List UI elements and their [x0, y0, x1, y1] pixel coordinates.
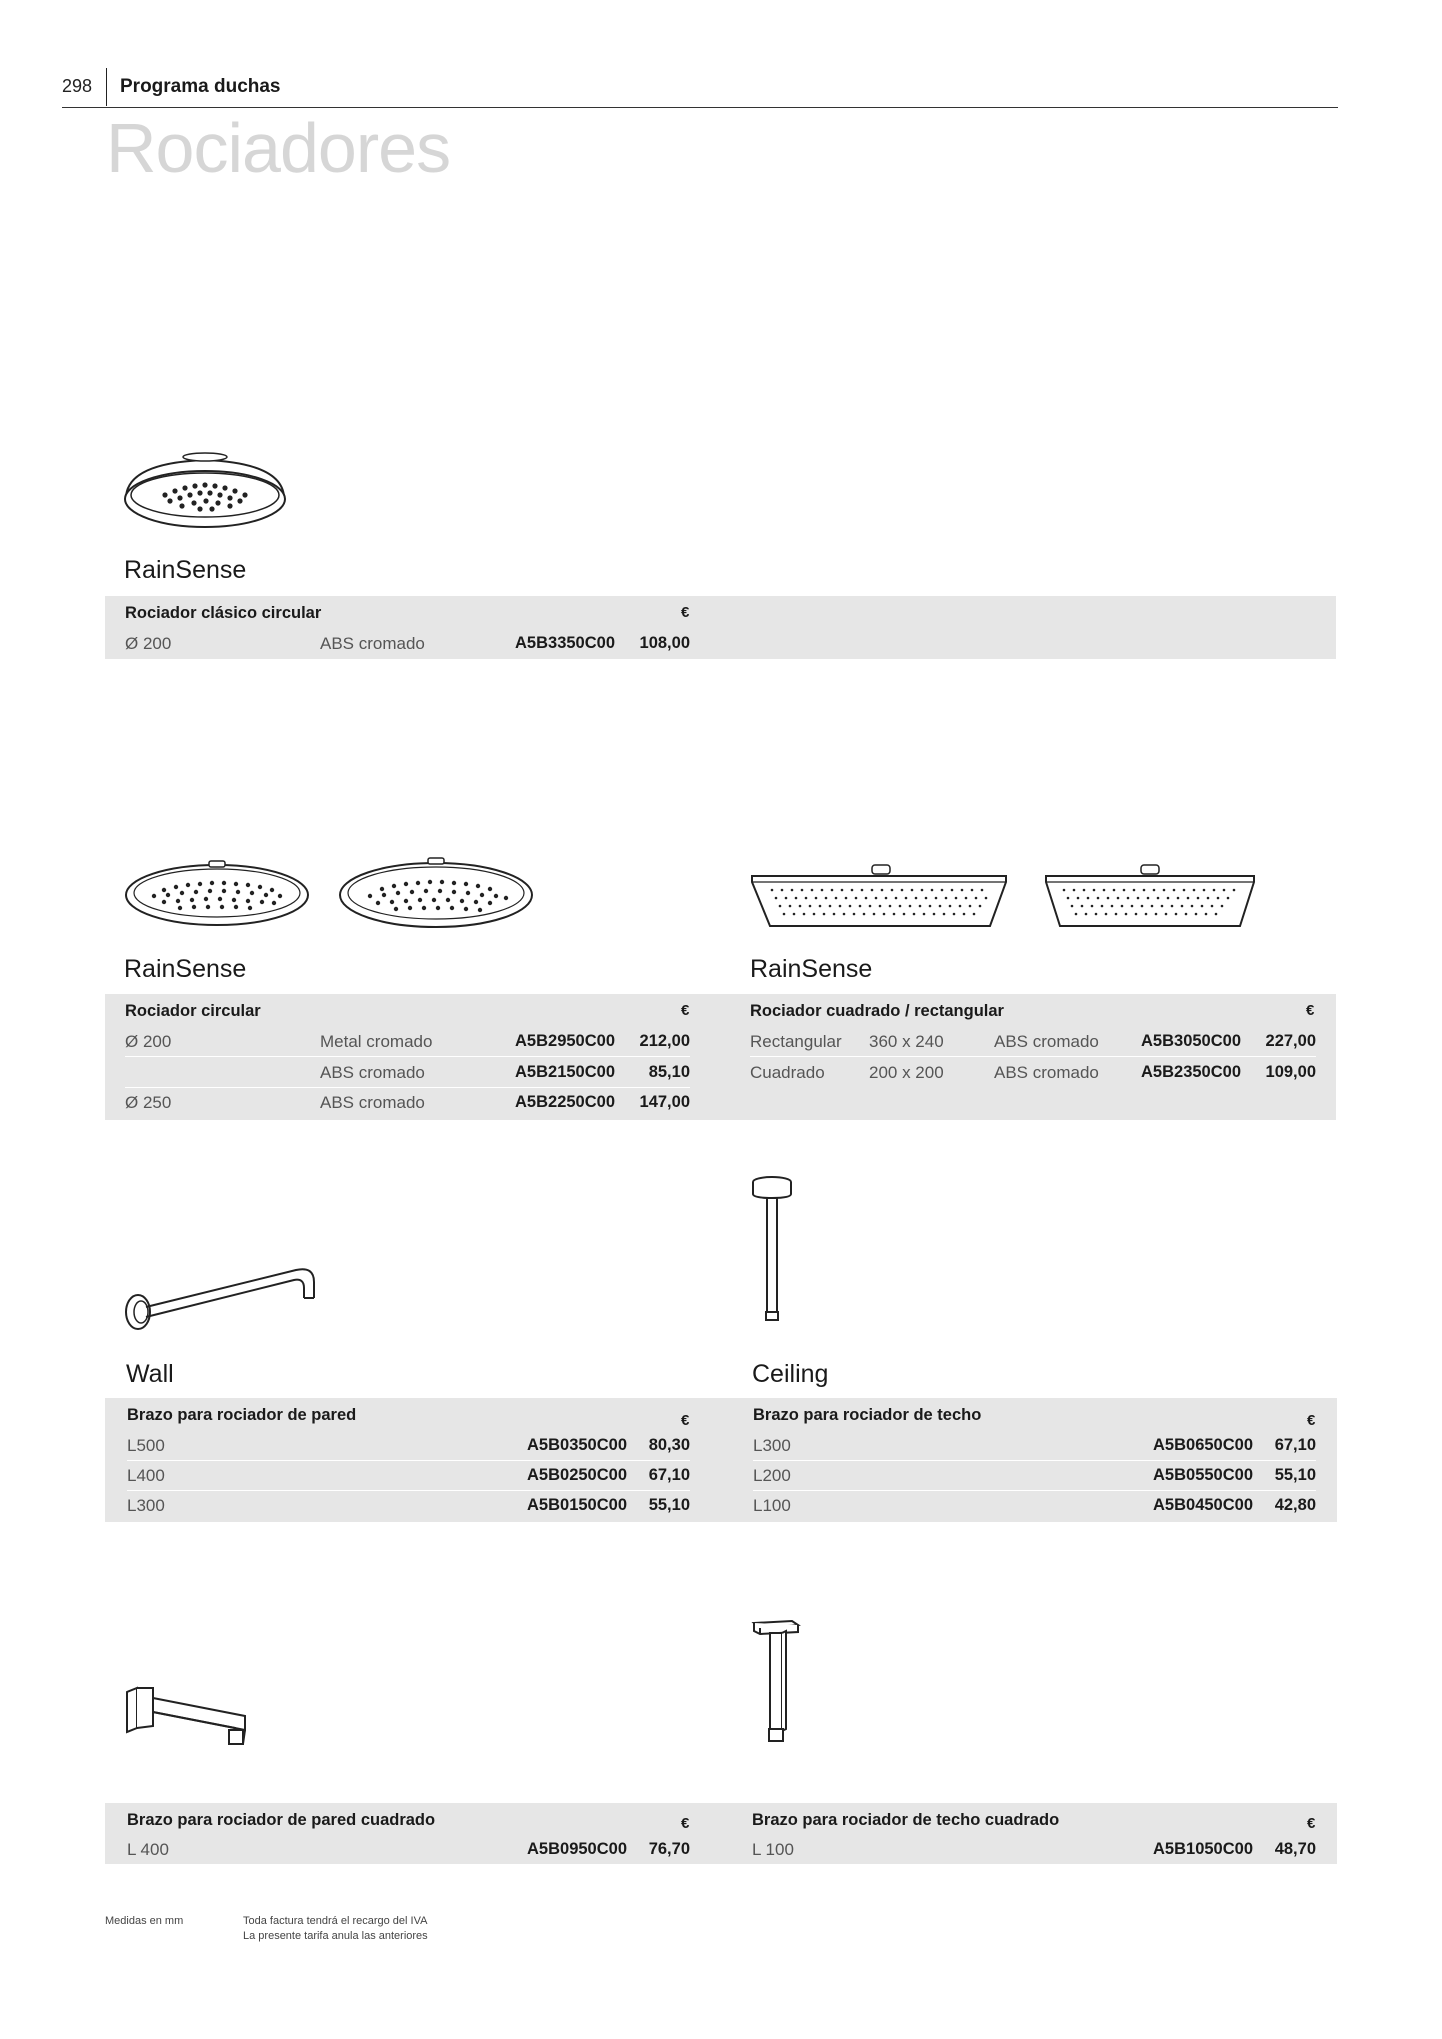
table-title-round: Rociador circular [125, 1002, 261, 1020]
table-row: L300 A5B0150C00 55,10 [127, 1496, 690, 1515]
product-name-wall: Wall [126, 1360, 174, 1388]
header-separator [106, 68, 107, 106]
table-row: L400 A5B0250C00 67,10 [127, 1460, 690, 1491]
price-table-round-and-square [105, 994, 1336, 1120]
footer-tariff-note: La presente tarifa anula las anteriores [243, 1930, 428, 1942]
table-title-ceiling: Brazo para rociador de techo [753, 1406, 982, 1424]
page-heading: Rociadores [106, 109, 451, 187]
page-number: 298 [62, 76, 93, 96]
footer-vat-note: Toda factura tendrá el recargo del IVA [243, 1915, 428, 1927]
currency-label: € [681, 1412, 690, 1429]
price-table-arms [105, 1398, 1337, 1522]
classic-round-shower-head-icon [120, 455, 290, 530]
table-row: L500 A5B0350C00 80,30 [127, 1430, 690, 1461]
table-row: Ø 200 Metal cromado A5B2950C00 212,00 [125, 1026, 690, 1057]
table-title: Rociador clásico circular [125, 604, 322, 622]
table-row: L100 A5B0450C00 42,80 [753, 1496, 1316, 1515]
square-wall-shower-arm-icon [125, 1686, 249, 1752]
product-name-rainsense-round: RainSense [124, 955, 247, 983]
wall-shower-arm-icon [124, 1262, 320, 1334]
table-title-square: Rociador cuadrado / rectangular [750, 1002, 1004, 1020]
table-row: Rectangular 360 x 240 ABS cromado A5B3050C00 227,00 [750, 1026, 1316, 1057]
section-title: Programa duchas [120, 76, 281, 97]
table-title-wall: Brazo para rociador de pared [127, 1406, 357, 1424]
currency-label: € [681, 1002, 690, 1019]
table-row: L 100 A5B1050C00 48,70 [752, 1840, 1316, 1859]
product-name-rainsense-square: RainSense [750, 955, 873, 983]
table-row: L200 A5B0550C00 55,10 [753, 1460, 1316, 1491]
footer-units: Medidas en mm [105, 1915, 184, 1927]
rectangular-shower-head-icon [750, 864, 1010, 930]
table-row: ABS cromado A5B2150C00 85,10 [125, 1057, 690, 1088]
table-row: Ø 250 ABS cromado A5B2250C00 147,00 [125, 1093, 690, 1112]
currency-label: € [1307, 1412, 1316, 1429]
table-row: Cuadrado 200 x 200 ABS cromado A5B2350C00 109,00 [750, 1063, 1316, 1082]
currency-label: € [681, 1815, 690, 1832]
table-title-square-ceiling: Brazo para rociador de techo cuadrado [752, 1811, 1060, 1829]
currency-label: € [1306, 1002, 1315, 1019]
table-row: L 400 A5B0950C00 76,70 [127, 1840, 690, 1859]
currency-label: € [1307, 1815, 1316, 1832]
table-title-square-wall: Brazo para rociador de pared cuadrado [127, 1811, 436, 1829]
price-table-classic-round [105, 596, 1336, 659]
round-shower-head-250-icon [338, 857, 534, 933]
product-name-ceiling: Ceiling [752, 1360, 829, 1388]
square-ceiling-shower-arm-icon [752, 1619, 800, 1745]
product-name-rainsense-classic: RainSense [124, 556, 247, 584]
table-row: Ø 200 ABS cromado A5B3350C00 108,00 [125, 634, 690, 653]
square-shower-head-icon [1044, 864, 1256, 930]
round-shower-head-200-icon [124, 860, 310, 930]
ceiling-shower-arm-icon [751, 1176, 793, 1326]
table-row: L300 A5B0650C00 67,10 [753, 1430, 1316, 1461]
currency-label: € [681, 604, 690, 621]
price-table-square-arms [105, 1803, 1337, 1864]
